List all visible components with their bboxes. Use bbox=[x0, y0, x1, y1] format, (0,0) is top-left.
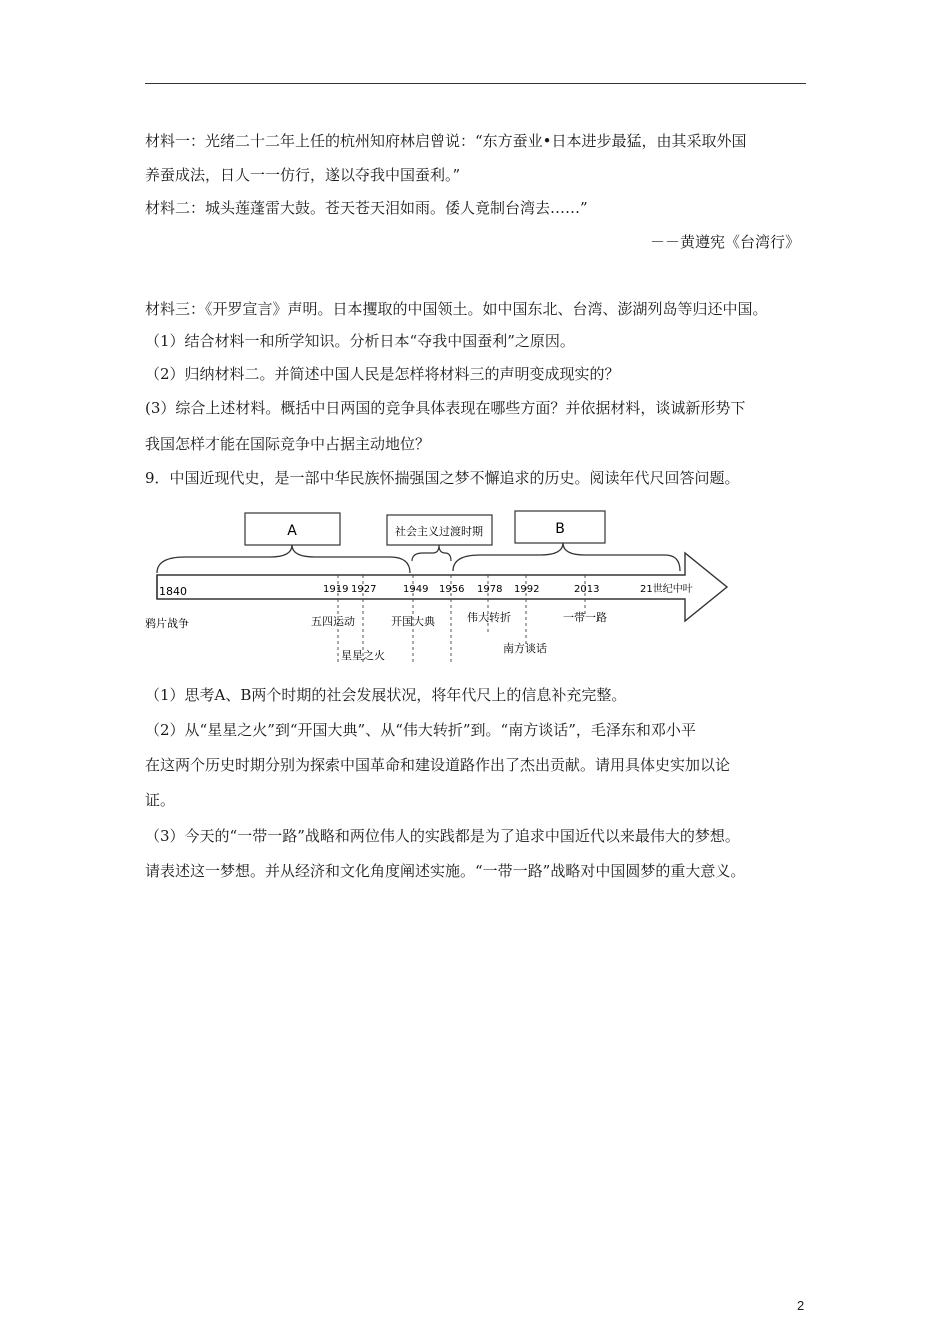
year-1978: 1978 bbox=[477, 584, 503, 595]
question-9-2-line-3: 证。 bbox=[145, 791, 176, 809]
question-8-2: （2）归纳材料二。并简述中国人民是怎样将材料三的声明变成现实的？ bbox=[145, 365, 620, 383]
year-1956: 1956 bbox=[439, 584, 465, 595]
brace-b bbox=[453, 543, 680, 571]
year-mid-21st-century: 21世纪中叶 bbox=[640, 584, 693, 595]
material-1-line-2: 养蚕成法，日人一一仿行，遂以夺我中国蚕利。” bbox=[145, 166, 461, 184]
material-3: 材料三：《开罗宣言》声明。日本攫取的中国领土。如中国东北、台湾、澎湖列岛等归还中国。 bbox=[145, 300, 768, 318]
year-1949: 1949 bbox=[403, 584, 429, 595]
box-b-label: B bbox=[555, 521, 565, 537]
question-9-3-line-2: 请表述这一梦想。并从经济和文化角度阐述实施。“一带一路”战略对中国圆梦的重大意义。 bbox=[145, 862, 746, 880]
material-2: 材料二：城头莲蓬雷大鼓。苍天苍天泪如雨。倭人竟制台湾去……” bbox=[145, 199, 588, 217]
year-1992: 1992 bbox=[514, 584, 540, 595]
event-founding-ceremony: 开国大典 bbox=[391, 615, 435, 628]
question-8-3-line-1: (3）综合上述材料。概括中日两国的竞争具体表现在哪些方面？并依据材料，谈诚新形势下 bbox=[145, 399, 746, 417]
question-8-1: （1）结合材料一和所学知识。分析日本“夺我中国蚕利”之原因。 bbox=[145, 332, 575, 350]
question-9-2-line-2: 在这两个历史时期分别为探索中国革命和建设道路作出了杰出贡献。请用具体史实加以论 bbox=[145, 756, 731, 774]
question-9-2-line-1: （2）从“星星之火”到“开国大典”、从“伟大转折”到。“南方谈话”，毛泽东和邓小平 bbox=[145, 721, 696, 739]
question-9-intro: 9．中国近现代史，是一部中华民族怀揣强国之梦不懈追求的历史。阅读年代尺回答问题。 bbox=[145, 469, 740, 487]
event-southern-tour: 南方谈话 bbox=[503, 642, 547, 655]
material-1-line-1: 材料一：光绪二十二年上任的杭州知府林启曾说：“东方蚕业•日本进步最猛，由其采取外国 bbox=[145, 132, 747, 150]
attribution: －－黄遵宪《台湾行》 bbox=[649, 233, 800, 251]
event-opium-war: 鸦片战争 bbox=[145, 617, 189, 630]
year-1840: 1840 bbox=[159, 585, 187, 598]
year-1919: 1919 bbox=[323, 584, 349, 595]
header-rule bbox=[145, 83, 806, 84]
page-number: 2 bbox=[797, 1298, 805, 1313]
brace-transition bbox=[412, 545, 451, 561]
event-single-spark: 星星之火 bbox=[341, 649, 385, 662]
year-2013: 2013 bbox=[574, 584, 600, 595]
timeline-figure bbox=[145, 505, 730, 670]
question-8-3-line-2: 我国怎样才能在国际竞争中占据主动地位？ bbox=[145, 435, 431, 453]
event-may-fourth: 五四运动 bbox=[311, 615, 355, 628]
event-great-turning-point: 伟大转折 bbox=[467, 611, 511, 624]
box-a-label: A bbox=[287, 523, 297, 539]
event-belt-and-road: 一带一路 bbox=[563, 611, 607, 624]
question-9-1: （1）思考A、B两个时期的社会发展状况，将年代尺上的信息补充完整。 bbox=[145, 686, 627, 704]
box-transition-label: 社会主义过渡时期 bbox=[395, 525, 483, 538]
brace-a bbox=[157, 545, 410, 573]
timeline-svg bbox=[145, 505, 730, 670]
year-1927: 1927 bbox=[351, 584, 377, 595]
question-9-3-line-1: （3）今天的“一带一路”战略和两位伟人的实践都是为了追求中国近代以来最伟大的梦想。 bbox=[145, 827, 740, 845]
